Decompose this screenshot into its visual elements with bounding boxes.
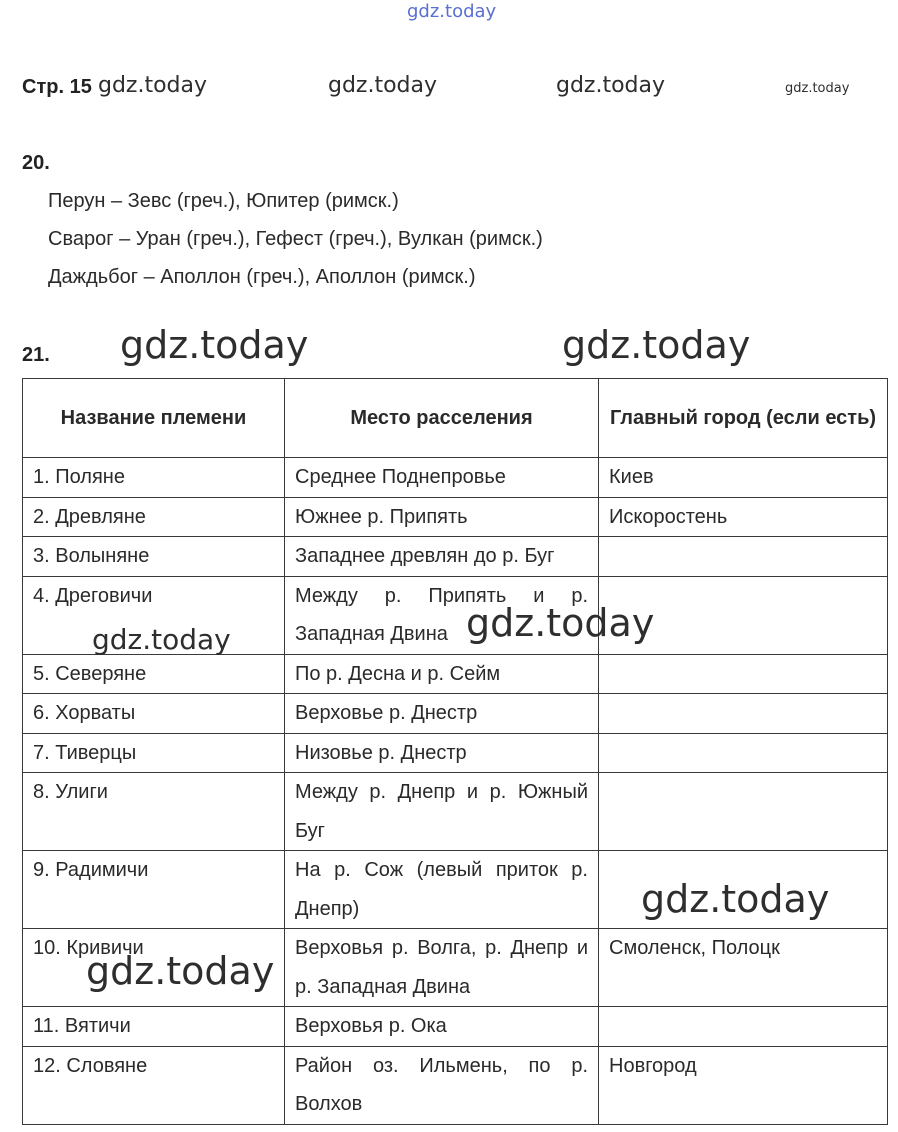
place-cell: Низовье р. Днестр [285,733,599,773]
tribe-cell: 10. Кривичи [23,929,285,1007]
watermark: gdz.today [556,73,666,98]
tribe-cell: 2. Древляне [23,497,285,537]
table-row [23,694,888,734]
place-cell: Верховье р. Днестр [285,694,599,734]
table-row [23,1007,888,1047]
column-header-city: Главный город (если есть) [599,379,888,458]
place-cell: Между р. Днепр и р. Южный Буг [285,773,599,851]
tribe-cell: 6. Хорваты [23,694,285,734]
tribe-cell: 7. Тиверцы [23,733,285,773]
city-cell: Смоленск, Полоцк [599,929,888,1007]
place-cell: На р. Сож (левый приток р. Днепр) [285,851,599,929]
watermark: gdz.today [466,601,655,645]
place-cell: По р. Десна и р. Сейм [285,654,599,694]
place-cell: Верховья р. Волга, р. Днепр и р. Западная Двина [285,929,599,1007]
place-cell: Верховья р. Ока [285,1007,599,1047]
tribe-cell: 1. Поляне [23,458,285,498]
watermark: gdz.today [120,323,309,367]
column-header-place: Место расселения [285,379,599,458]
tribe-cell: 12. Словяне [23,1046,285,1124]
watermark: gdz.today [562,323,751,367]
task-20-number: 20. [22,152,50,174]
city-cell: Искоростень [599,497,888,537]
watermark: gdz.today [641,877,830,921]
city-cell [599,773,888,851]
watermark: gdz.today [86,949,275,993]
table-row [23,458,888,498]
place-cell: Западнее древлян до р. Буг [285,537,599,577]
task-20-line: Сварог – Уран (греч.), Гефест (греч.), Вулкан (римск.) [48,228,543,250]
table-row [23,733,888,773]
watermark: gdz.today [785,81,850,96]
watermark: gdz.today [92,623,231,656]
table-row [23,773,888,851]
page-label: Стр. 15 [22,76,92,98]
tribe-cell: 11. Вятичи [23,1007,285,1047]
task-21-number: 21. [22,344,50,366]
city-cell [599,537,888,577]
tribes-table [22,378,888,1125]
watermark: gdz.today [98,73,208,98]
place-cell: Район оз. Ильмень, по р. Волхов [285,1046,599,1124]
tribe-cell: 5. Северяне [23,654,285,694]
table-header-row [23,379,888,458]
table-row [23,537,888,577]
task-20-line: Даждьбог – Аполлон (греч.), Аполлон (римск.) [48,266,476,288]
table-row [23,1046,888,1124]
city-cell [599,733,888,773]
place-cell: Среднее Поднепровье [285,458,599,498]
tribe-cell: 3. Волыняне [23,537,285,577]
tribe-cell: 4. Дреговичи [23,576,285,654]
column-header-tribe: Название племени [23,379,285,458]
tribe-cell: 9. Радимичи [23,851,285,929]
task-20-line: Перун – Зевс (греч.), Юпитер (римск.) [48,190,399,212]
watermark: gdz.today [407,1,497,22]
table-row [23,654,888,694]
watermark: gdz.today [328,73,438,98]
place-cell: Между р. Припять и р. Западная Двина [285,576,599,654]
tribe-cell: 8. Улиги [23,773,285,851]
city-cell [599,654,888,694]
city-cell: Новгород [599,1046,888,1124]
city-cell: Киев [599,458,888,498]
place-cell: Южнее р. Припять [285,497,599,537]
city-cell [599,1007,888,1047]
city-cell [599,694,888,734]
table-row [23,497,888,537]
